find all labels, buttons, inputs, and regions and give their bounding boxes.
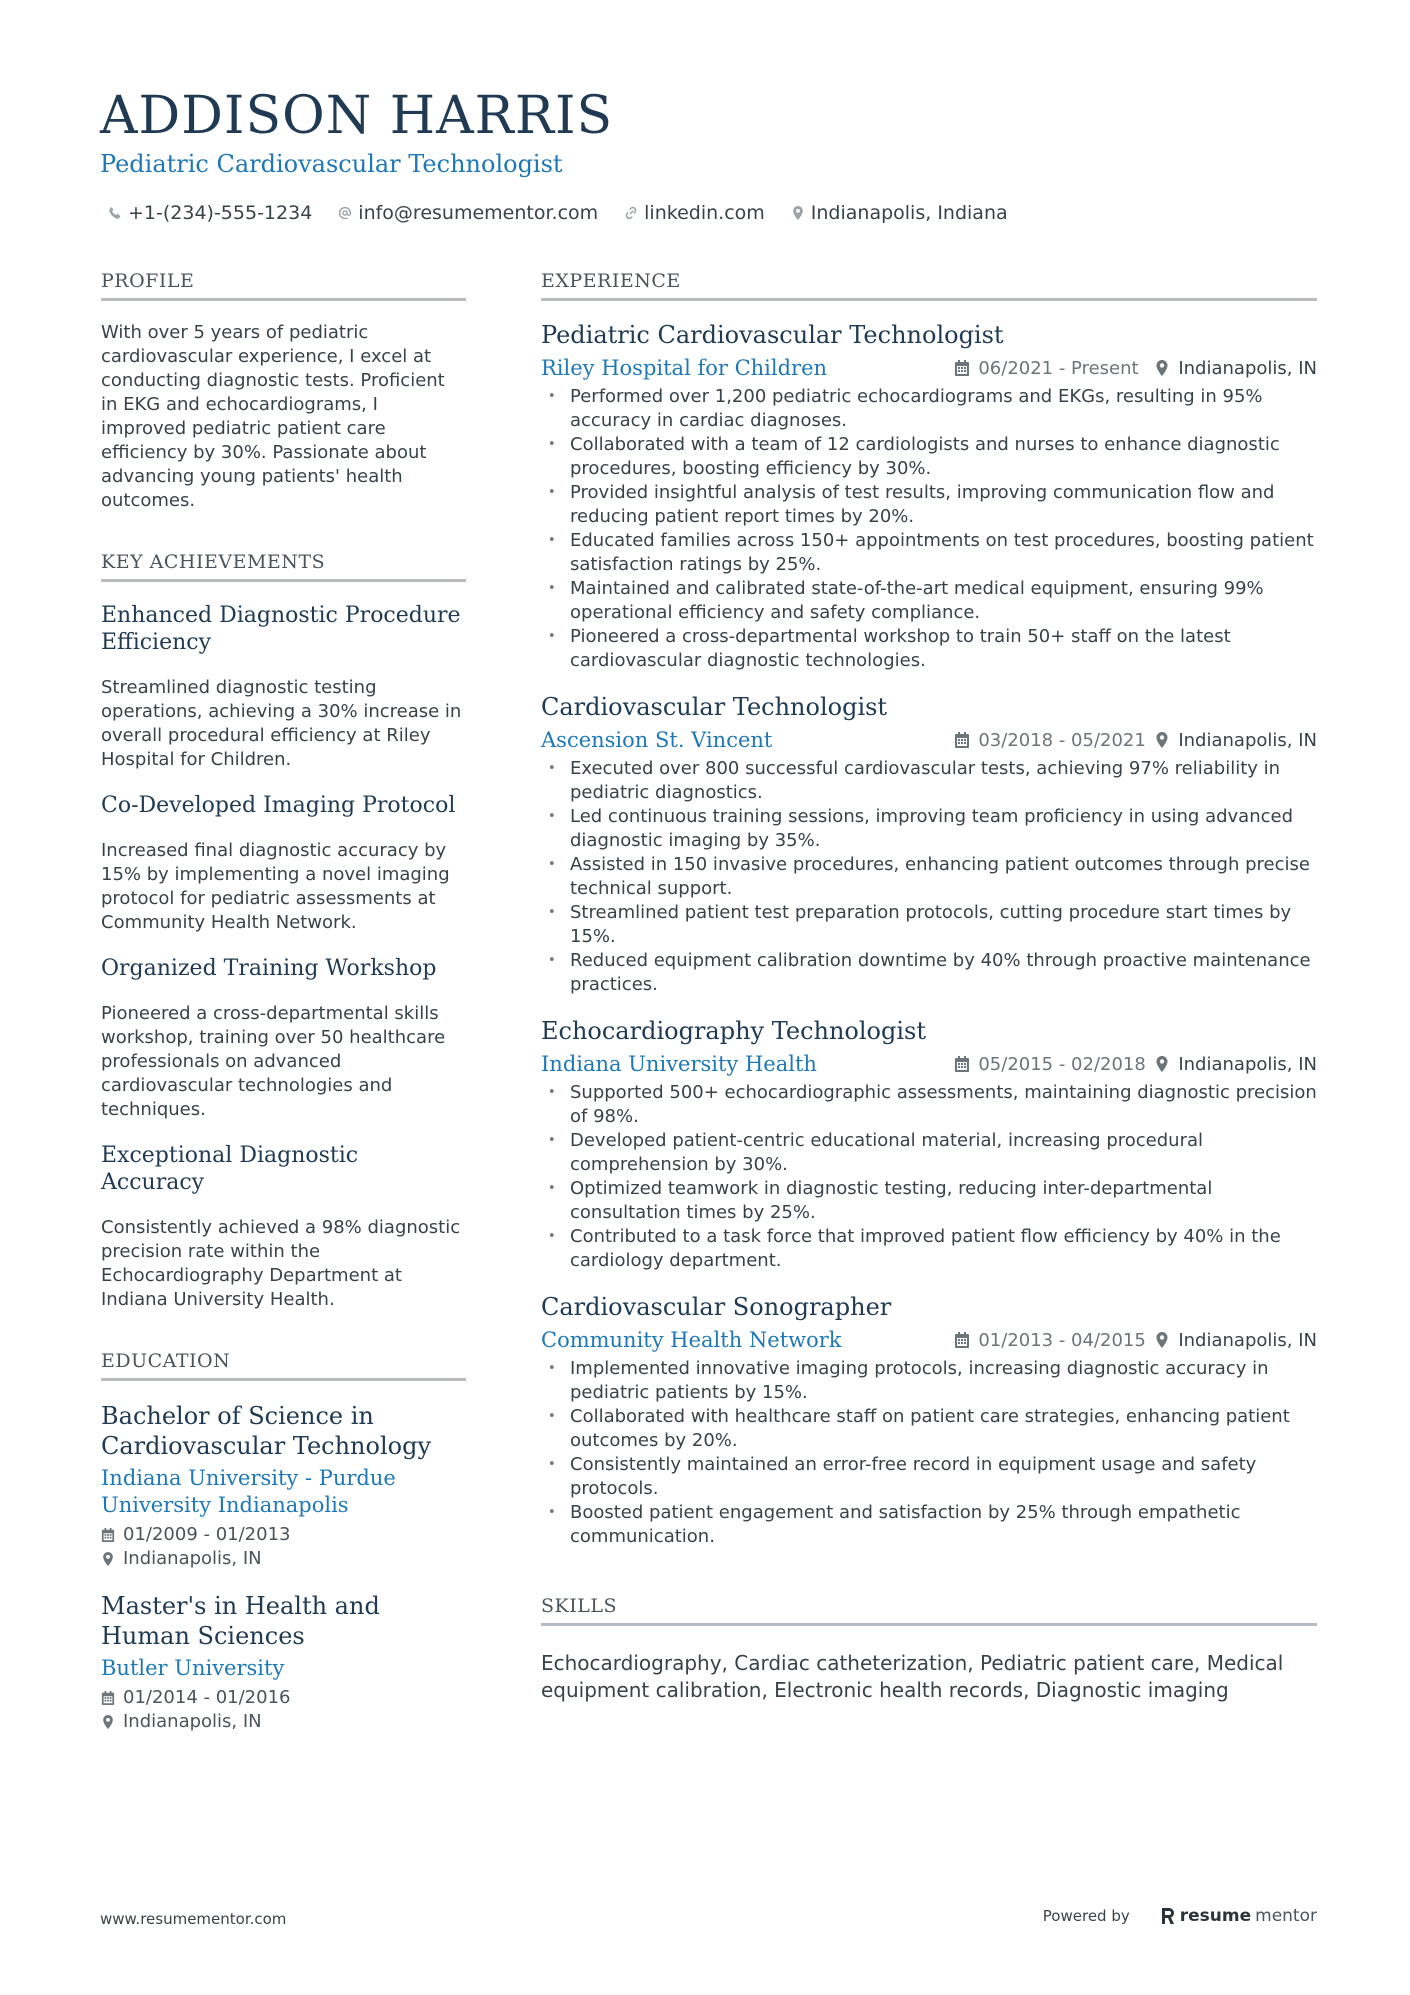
job-bullets bbox=[541, 385, 1317, 673]
calendar-icon bbox=[101, 1528, 115, 1542]
dates-text: 01/2014 - 01/2016 bbox=[123, 1687, 291, 1708]
contact-bar bbox=[108, 202, 1008, 224]
candidate-title: Pediatric Cardiovascular Technologist bbox=[100, 150, 563, 178]
bullet-item: • Collaborated with healthcare staff on patient care strategies, enhancing patient outcomes by 20%. bbox=[541, 1405, 1317, 1453]
section-heading: PROFILE bbox=[101, 270, 466, 301]
bullet-item: • Pioneered a cross-departmental workshop to train 50+ staff on the latest cardiovascular diagnostic technologies. bbox=[541, 625, 1317, 673]
skills-section bbox=[541, 1595, 1317, 1704]
profile-section bbox=[101, 270, 466, 513]
map-pin-icon bbox=[101, 1552, 115, 1566]
achievement-item bbox=[101, 602, 466, 772]
right-column bbox=[541, 270, 1317, 1704]
link-icon bbox=[624, 206, 638, 220]
job-meta bbox=[541, 353, 1317, 383]
achievement-title: Organized Training Workshop bbox=[101, 956, 437, 981]
phone-text: +1-(234)-555-1234 bbox=[128, 202, 313, 224]
bullet-item: • Boosted patient engagement and satisfaction by 25% through empathetic communication. bbox=[541, 1501, 1317, 1549]
job-location bbox=[1154, 358, 1317, 379]
bullet-item: • Provided insightful analysis of test results, improving communication flow and reducing patient report times by 20%. bbox=[541, 481, 1317, 529]
calendar-icon bbox=[954, 732, 970, 748]
achievement-title: Enhanced Diagnostic Procedure Efficiency bbox=[101, 603, 461, 655]
school-name: Indiana University - Purdue University Indianapolis bbox=[101, 1466, 396, 1517]
calendar-icon bbox=[954, 1056, 970, 1072]
section-heading: SKILLS bbox=[541, 1595, 1317, 1626]
bullet-item: • Performed over 1,200 pediatric echocardiograms and EKGs, resulting in 95% accuracy in cardiac diagnoses. bbox=[541, 385, 1317, 433]
location-text: Indianapolis, Indiana bbox=[810, 202, 1008, 224]
location-text: Indianapolis, IN bbox=[1178, 1329, 1317, 1351]
job-bullets bbox=[541, 1357, 1317, 1549]
achievement-text: Pioneered a cross-departmental skills workshop, training over 50 healthcare professionals on advanced cardiovascular technologies and techniques. bbox=[101, 1003, 446, 1120]
calendar-icon bbox=[101, 1691, 115, 1705]
education-item bbox=[101, 1591, 466, 1734]
achievement-title: Exceptional Diagnostic Accuracy bbox=[101, 1143, 359, 1195]
location-text: Indianapolis, IN bbox=[123, 1548, 262, 1569]
section-heading: EDUCATION bbox=[101, 1350, 466, 1381]
job-dates bbox=[954, 1054, 1154, 1075]
job-location bbox=[1154, 1054, 1317, 1075]
job-role: Pediatric Cardiovascular Technologist bbox=[541, 321, 1004, 349]
contact-phone[interactable] bbox=[108, 202, 312, 224]
bullet-item: • Streamlined patient test preparation protocols, cutting procedure start times by 15%. bbox=[541, 901, 1317, 949]
location-text: Indianapolis, IN bbox=[1178, 729, 1317, 751]
job-meta bbox=[541, 1049, 1317, 1079]
calendar-icon bbox=[954, 360, 970, 376]
dates-text: 03/2018 - 05/2021 bbox=[978, 729, 1146, 751]
resumementor-logo[interactable] bbox=[1160, 1906, 1317, 1926]
bullet-item: • Maintained and calibrated state-of-the-art medical equipment, ensuring 99% operational efficiency and safety compliance. bbox=[541, 577, 1317, 625]
at-icon bbox=[338, 206, 352, 220]
job-bullets bbox=[541, 1081, 1317, 1273]
map-pin-icon bbox=[1154, 360, 1170, 376]
calendar-icon bbox=[954, 1332, 970, 1348]
bullet-item: • Developed patient-centric educational material, increasing procedural comprehension by 30%. bbox=[541, 1129, 1317, 1177]
map-pin-icon bbox=[791, 206, 805, 220]
left-column bbox=[101, 270, 466, 1772]
powered-by-label: Powered by bbox=[1042, 1907, 1130, 1925]
job-role: Cardiovascular Sonographer bbox=[541, 1293, 892, 1321]
footer-branding bbox=[1043, 1906, 1317, 1926]
experience-section bbox=[541, 270, 1317, 1549]
job-bullets bbox=[541, 757, 1317, 997]
education-dates bbox=[101, 1686, 466, 1710]
logo-text-bold: resume bbox=[1179, 1906, 1252, 1926]
bullet-item: • Educated families across 150+ appointments on test procedures, boosting patient satisfaction ratings by 25%. bbox=[541, 529, 1317, 577]
footer-website-link[interactable]: www.resumementor.com bbox=[100, 1910, 287, 1928]
bullet-item: • Implemented innovative imaging protocols, increasing diagnostic accuracy in pediatric patients by 15%. bbox=[541, 1357, 1317, 1405]
map-pin-icon bbox=[1154, 732, 1170, 748]
achievement-text: Increased final diagnostic accuracy by 15% by implementing a novel imaging protocol for pediatric assessments at Community Health Network. bbox=[101, 840, 450, 933]
dates-text: 01/2009 - 01/2013 bbox=[123, 1524, 291, 1545]
bullet-item: • Supported 500+ echocardiographic assessments, maintaining diagnostic precision of 98%. bbox=[541, 1081, 1317, 1129]
company-name: Community Health Network bbox=[541, 1328, 842, 1352]
contact-linkedin[interactable] bbox=[624, 202, 765, 224]
education-section bbox=[101, 1350, 466, 1734]
school-name: Butler University bbox=[101, 1656, 285, 1680]
achievements-section bbox=[101, 551, 466, 1312]
bullet-item: • Consistently maintained an error-free record in equipment usage and safety protocols. bbox=[541, 1453, 1317, 1501]
achievement-title: Co-Developed Imaging Protocol bbox=[101, 793, 456, 818]
job-dates bbox=[954, 1330, 1154, 1351]
job-entry bbox=[541, 691, 1317, 997]
candidate-name: ADDISON HARRIS bbox=[100, 86, 614, 146]
education-location bbox=[101, 1710, 466, 1734]
job-location bbox=[1154, 730, 1317, 751]
bullet-item: • Reduced equipment calibration downtime by 40% through proactive maintenance practices. bbox=[541, 949, 1317, 997]
job-role: Cardiovascular Technologist bbox=[541, 693, 888, 721]
achievement-text: Consistently achieved a 98% diagnostic precision rate within the Echocardiography Department at Indiana University Health. bbox=[101, 1217, 461, 1310]
degree-title: Master's in Health and Human Sciences bbox=[101, 1592, 380, 1650]
logo-mark-icon bbox=[1160, 1907, 1176, 1925]
dates-text: 01/2013 - 04/2015 bbox=[978, 1329, 1146, 1351]
company-name: Indiana University Health bbox=[541, 1052, 817, 1076]
map-pin-icon bbox=[1154, 1056, 1170, 1072]
bullet-item: • Executed over 800 successful cardiovascular tests, achieving 97% reliability in pediatric diagnostics. bbox=[541, 757, 1317, 805]
location-text: Indianapolis, IN bbox=[1178, 1053, 1317, 1075]
location-text: Indianapolis, IN bbox=[123, 1711, 262, 1732]
achievement-item bbox=[101, 955, 466, 1122]
job-meta bbox=[541, 1325, 1317, 1355]
bullet-item: • Assisted in 150 invasive procedures, enhancing patient outcomes through precise technical support. bbox=[541, 853, 1317, 901]
education-item bbox=[101, 1401, 466, 1571]
map-pin-icon bbox=[1154, 1332, 1170, 1348]
linkedin-text: linkedin.com bbox=[644, 202, 765, 224]
email-text: info@resumementor.com bbox=[358, 202, 599, 224]
achievement-text: Streamlined diagnostic testing operations, achieving a 30% increase in overall procedural efficiency at Riley Hospital for Children. bbox=[101, 677, 462, 770]
job-entry bbox=[541, 1291, 1317, 1549]
job-dates bbox=[954, 358, 1154, 379]
map-pin-icon bbox=[101, 1715, 115, 1729]
profile-text: With over 5 years of pediatric cardiovascular experience, I excel at conducting diagnostic tests. Proficient in EKG and echocardiograms, I improved pediatric patient care efficiency by 30%. Passionate about advancing young patients' health outcomes. bbox=[101, 322, 445, 511]
bullet-item: • Collaborated with a team of 12 cardiologists and nurses to enhance diagnostic procedures, boosting efficiency by 30%. bbox=[541, 433, 1317, 481]
job-entry bbox=[541, 1015, 1317, 1273]
phone-icon bbox=[108, 206, 122, 220]
location-text: Indianapolis, IN bbox=[1178, 357, 1317, 379]
bullet-item: • Optimized teamwork in diagnostic testing, reducing inter-departmental consultation times by 25%. bbox=[541, 1177, 1317, 1225]
job-meta bbox=[541, 725, 1317, 755]
contact-email[interactable] bbox=[338, 202, 598, 224]
skills-text: Echocardiography, Cardiac catheterization, Pediatric patient care, Medical equipment calibration, Electronic health records, Diagnostic imaging bbox=[541, 1651, 1284, 1702]
achievement-item bbox=[101, 1142, 466, 1312]
achievement-item bbox=[101, 792, 466, 935]
education-dates bbox=[101, 1523, 466, 1547]
logo-text-light: mentor bbox=[1255, 1906, 1317, 1926]
job-entry bbox=[541, 319, 1317, 673]
dates-text: 05/2015 - 02/2018 bbox=[978, 1053, 1146, 1075]
degree-title: Bachelor of Science in Cardiovascular Technology bbox=[101, 1402, 431, 1460]
job-location bbox=[1154, 1330, 1317, 1351]
contact-location bbox=[791, 202, 1008, 224]
bullet-item: • Led continuous training sessions, improving team proficiency in using advanced diagnostic imaging by 35%. bbox=[541, 805, 1317, 853]
job-role: Echocardiography Technologist bbox=[541, 1017, 927, 1045]
dates-text: 06/2021 - Present bbox=[978, 357, 1139, 379]
job-dates bbox=[954, 730, 1154, 751]
bullet-item: • Contributed to a task force that improved patient flow efficiency by 40% in the cardiology department. bbox=[541, 1225, 1317, 1273]
section-heading: KEY ACHIEVEMENTS bbox=[101, 551, 466, 582]
section-heading: EXPERIENCE bbox=[541, 270, 1317, 301]
education-location bbox=[101, 1547, 466, 1571]
company-name: Ascension St. Vincent bbox=[541, 728, 773, 752]
company-name: Riley Hospital for Children bbox=[541, 356, 828, 380]
